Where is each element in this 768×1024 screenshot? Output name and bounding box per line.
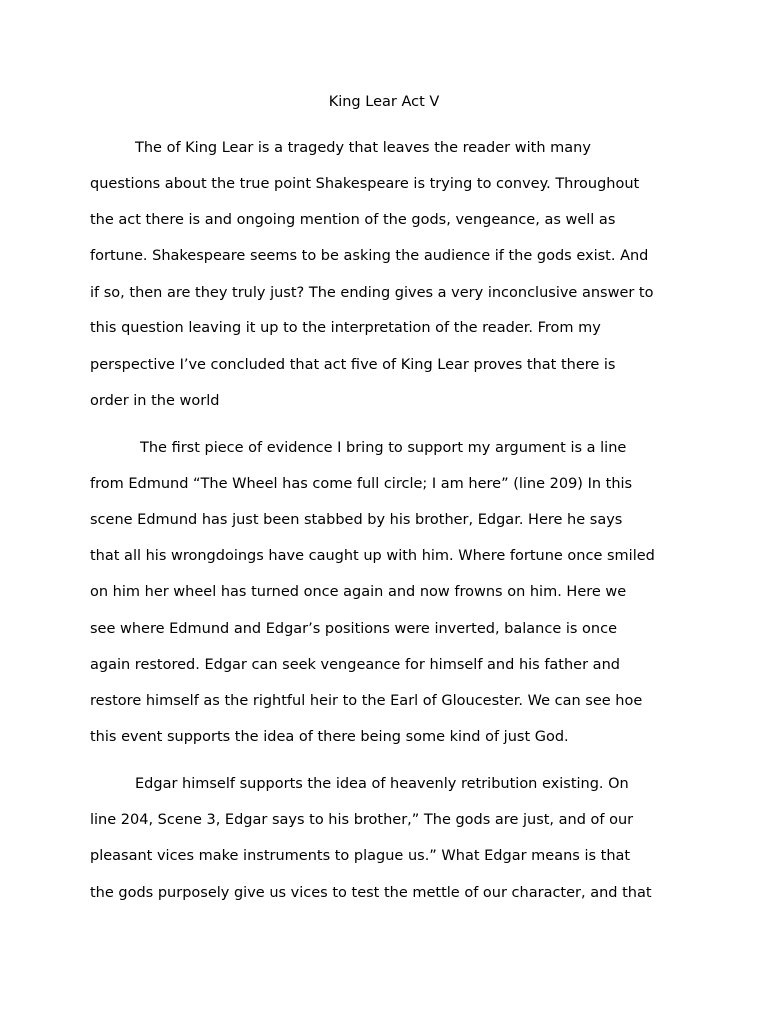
paragraph-2-line-1: The first piece of evidence I bring to support my argument is a line [140, 440, 627, 456]
paragraph-2-line-7: again restored. Edgar can seek vengeance for himself and his father and [90, 657, 620, 673]
paragraph-1-line-8: order in the world [90, 393, 220, 409]
paragraph-1-line-2: questions about the true point Shakespeare is trying to convey. Throughout [90, 176, 640, 192]
document-title: King Lear Act V [328, 94, 440, 110]
paragraph-2-line-3: scene Edmund has just been stabbed by his brother, Edgar. Here he says [90, 512, 623, 528]
paragraph-3-line-3: pleasant vices make instruments to plague us.” What Edgar means is that [90, 848, 631, 864]
paragraph-2-line-9: this event supports the idea of there being some kind of just God. [90, 729, 569, 745]
paragraph-1-line-1: The of King Lear is a tragedy that leaves the reader with many [135, 140, 591, 156]
paragraph-2-line-4: that all his wrongdoings have caught up with him. Where fortune once smiled [90, 548, 655, 564]
paragraph-3-line-1: Edgar himself supports the idea of heavenly retribution existing. On [135, 776, 629, 792]
paragraph-1-line-4: fortune. Shakespeare seems to be asking the audience if the gods exist. And [90, 248, 649, 264]
paragraph-3-line-4: the gods purposely give us vices to test the mettle of our character, and that [90, 885, 652, 901]
paragraph-1-line-6: this question leaving it up to the interpretation of the reader. From my [90, 320, 601, 336]
paragraph-3-line-2: line 204, Scene 3, Edgar says to his brother,” The gods are just, and of our [90, 812, 634, 828]
paragraph-1-line-5: if so, then are they truly just? The ending gives a very inconclusive answer to [90, 285, 654, 301]
paragraph-1-line-7: perspective I’ve concluded that act five of King Lear proves that there is [90, 357, 616, 373]
paragraph-2-line-6: see where Edmund and Edgar’s positions were inverted, balance is once [90, 621, 618, 637]
paragraph-2-line-2: from Edmund “The Wheel has come full circle; I am here” (line 209) In this [90, 476, 633, 492]
paragraph-2-line-5: on him her wheel has turned once again and now frowns on him. Here we [90, 584, 627, 600]
paragraph-2-line-8: restore himself as the rightful heir to the Earl of Gloucester. We can see hoe [90, 693, 643, 709]
paragraph-1-line-3: the act there is and ongoing mention of the gods, vengeance, as well as [90, 212, 616, 228]
